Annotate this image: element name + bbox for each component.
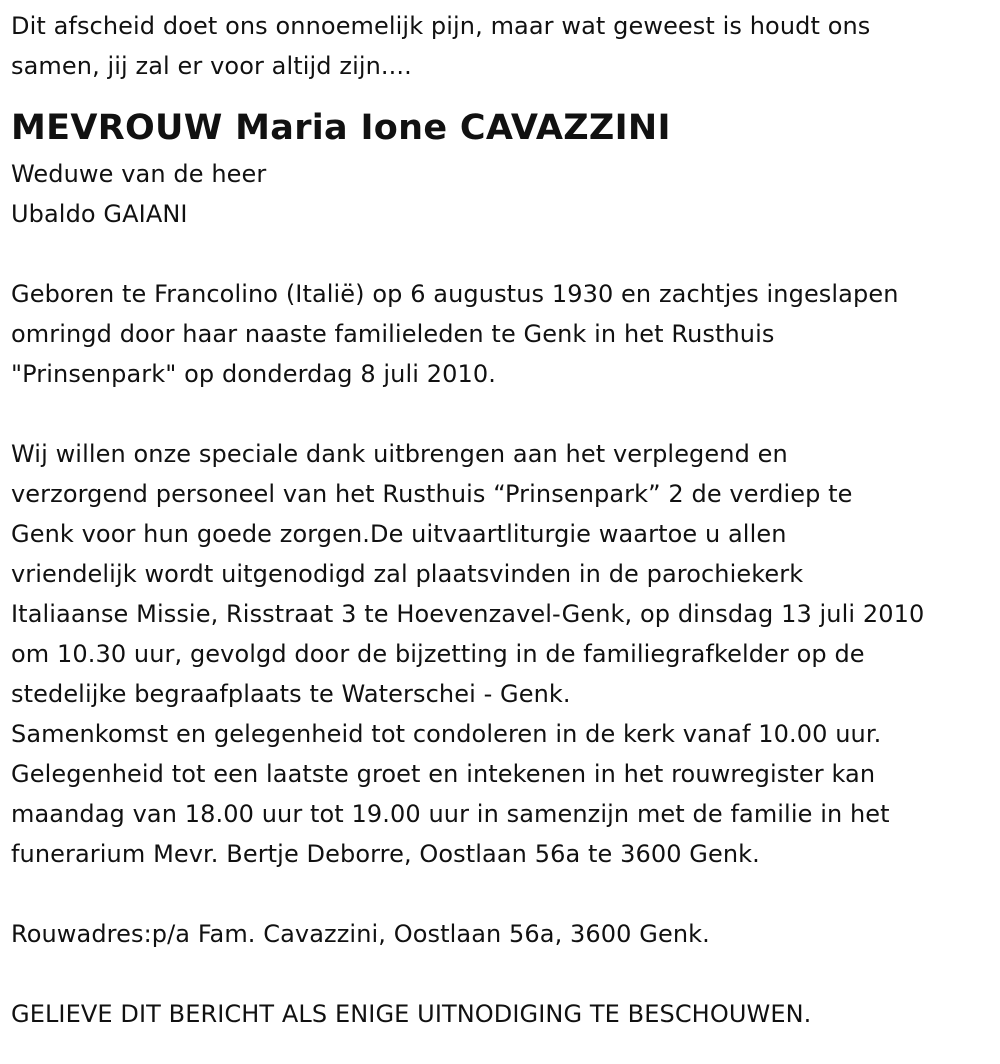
paragraph-line: Samenkomst en gelegenheid tot condoleren in de kerk vanaf 10.00 uur.	[11, 720, 882, 748]
paragraph-line: om 10.30 uur, gevolgd door de bijzetting in de familiegrafkelder op de	[11, 640, 865, 668]
paragraph-line: vriendelijk wordt uitgenodigd zal plaatsvinden in de parochiekerk	[11, 560, 804, 588]
paragraph-line: Italiaanse Missie, Risstraat 3 te Hoevenzavel-Genk, op dinsdag 13 juli 2010	[11, 600, 925, 628]
paragraph-line: omringd door haar naaste familieleden te Genk in het Rusthuis	[11, 320, 775, 348]
paragraph-line: verzorgend personeel van het Rusthuis “Prinsenpark” 2 de verdiep te	[11, 480, 853, 508]
closing-line: GELIEVE DIT BERICHT ALS ENIGE UITNODIGING TE BESCHOUWEN.	[11, 1000, 812, 1028]
intro-line: Dit afscheid doet ons onnoemelijk pijn, maar wat geweest is houdt ons	[11, 12, 871, 40]
intro-line: samen, jij zal er voor altijd zijn....	[11, 52, 412, 80]
thanks-funeral-paragraph	[11, 434, 991, 874]
paragraph-line: maandag van 18.00 uur tot 19.00 uur in samenzijn met de familie in het	[11, 800, 890, 828]
birth-death-paragraph	[11, 274, 991, 394]
address-line: Rouwadres:p/a Fam. Cavazzini, Oostlaan 56a, 3600 Genk.	[11, 920, 710, 948]
paragraph-line: Genk voor hun goede zorgen.De uitvaartliturgie waartoe u allen	[11, 520, 787, 548]
paragraph-line: Gelegenheid tot een laatste groet en intekenen in het rouwregister kan	[11, 760, 876, 788]
closing-statement	[11, 994, 991, 1034]
paragraph-line: Geboren te Francolino (Italië) op 6 augustus 1930 en zachtjes ingeslapen	[11, 280, 899, 308]
mourning-address	[11, 914, 991, 954]
paragraph-line: "Prinsenpark" op donderdag 8 juli 2010.	[11, 360, 496, 388]
relation-line: Ubaldo GAIANI	[11, 200, 188, 228]
obituary-notice	[11, 6, 991, 1034]
intro-quote	[11, 6, 991, 86]
deceased-name: MEVROUW Maria Ione CAVAZZINI	[11, 108, 671, 148]
paragraph-line: funerarium Mevr. Bertje Deborre, Oostlaan 56a te 3600 Genk.	[11, 840, 760, 868]
relation	[11, 154, 991, 234]
relation-line: Weduwe van de heer	[11, 160, 267, 188]
paragraph-line: stedelijke begraafplaats te Waterschei - Genk.	[11, 680, 571, 708]
paragraph-line: Wij willen onze speciale dank uitbrengen aan het verplegend en	[11, 440, 788, 468]
